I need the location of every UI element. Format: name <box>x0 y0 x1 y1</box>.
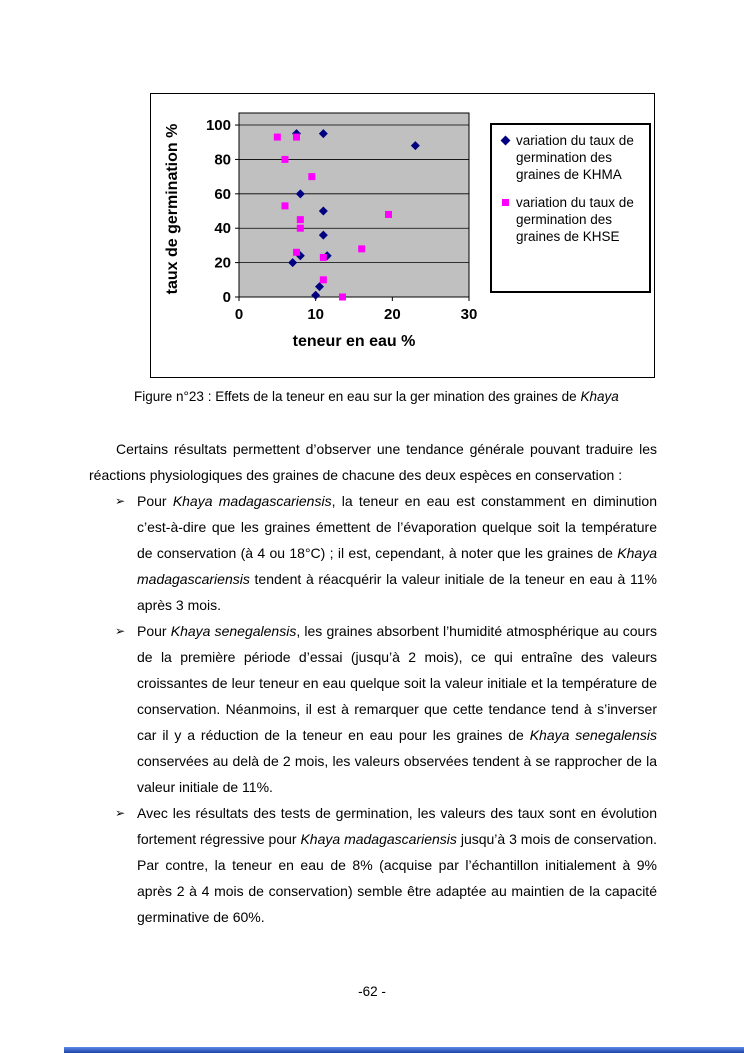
species-name: Khaya senegalensis <box>170 623 297 639</box>
text-segment: tendent à réacquérir la valeur initiale de la teneur en eau à 11% après 3 mois. <box>137 571 657 613</box>
figure-caption-text: Figure n°23 : Effets de la teneur en eau sur la ger mination des graines de <box>134 389 581 404</box>
text-segment: , les graines absorbent l’humidité atmosphérique au cours de la première période d’essai (jusqu’à 2 mois), ce qui entraîne des valeurs croissantes de leur teneur en eau quelque soit la valeur initiale et la température de conservation. Néanmoins, il est à remarquer que cette tendance tend à s’inverser car il y a réduction de la teneur en eau pour les graines de <box>137 623 658 743</box>
germination-scatter-chart <box>150 93 655 378</box>
body-text <box>89 436 657 930</box>
species-name: Khaya madagascariensis <box>137 545 657 587</box>
text-segment: Pour <box>137 623 171 639</box>
diamond-marker-icon <box>501 136 511 146</box>
species-name: Khaya senegalensis <box>529 727 657 743</box>
bullet-arrow-icon: ➢ <box>115 806 126 820</box>
bullet-item-khma-water <box>89 488 657 618</box>
bullet-arrow-icon: ➢ <box>115 624 126 638</box>
svg-text:10: 10 <box>307 306 325 323</box>
page-number: -62 - <box>358 984 386 999</box>
legend-entry-khma <box>500 132 643 183</box>
figure-caption <box>134 389 619 404</box>
svg-text:20: 20 <box>214 254 231 272</box>
chart-legend <box>490 123 651 293</box>
svg-text:60: 60 <box>214 185 231 203</box>
bullet-item-khse-water <box>89 618 657 800</box>
text-segment: jusqu’à 3 mois de conservation. Par contre, la teneur en eau de 8% (acquise par l’échantillon initialement à 9% après 2 à 4 mois de conservation) semble être adaptée au maintien de la capacité germinative de 60%. <box>137 831 658 925</box>
text-segment: conservées au delà de 2 mois, les valeurs observées tendent à se rapprocher de la valeur initiale de 11%. <box>137 753 657 795</box>
species-name: Khaya madagascariensis <box>172 493 332 509</box>
bullet-text <box>137 618 657 800</box>
text-segment: Avec les résultats des tests de germination, les valeurs des taux sont en évolution fortement régressive pour <box>137 805 657 847</box>
chart-x-axis-label: teneur en eau % <box>292 333 416 350</box>
bullet-text <box>137 488 657 618</box>
legend-entry-khse <box>500 194 643 245</box>
legend-label-khma: variation du taux de germination des graines de KHMA <box>516 133 634 182</box>
bullet-item-germination-results <box>89 800 657 930</box>
svg-text:0: 0 <box>234 306 244 323</box>
text-segment: Pour <box>137 493 173 509</box>
svg-text:30: 30 <box>460 306 478 323</box>
svg-text:0: 0 <box>222 289 231 306</box>
svg-text:100: 100 <box>205 117 231 135</box>
figure-caption-species: Khaya <box>580 389 619 404</box>
svg-text:40: 40 <box>214 220 231 238</box>
text-segment: , la teneur en eau est constamment en diminution c’est-à-dire que les graines émettent de l’évaporation quelque soit la température de conservation (à 4 ou 18°C) ; il est, cependant, à noter que les graines de <box>137 493 657 561</box>
chart-y-axis-label: taux de germination % <box>164 123 181 295</box>
bullet-arrow-icon: ➢ <box>115 494 126 508</box>
svg-text:20: 20 <box>383 306 401 323</box>
svg-text:80: 80 <box>214 151 231 169</box>
species-name: Khaya madagascariensis <box>300 831 457 847</box>
window-edge <box>64 1047 744 1053</box>
square-marker-icon <box>502 199 509 206</box>
paragraph-intro: Certains résultats permettent d’observer une tendance générale pouvant traduire les réactions physiologiques des graines de chacune des deux espèces en conservation : <box>89 441 657 483</box>
legend-label-khse: variation du taux de germination des graines de KHSE <box>516 195 634 244</box>
bullet-text <box>137 800 657 930</box>
